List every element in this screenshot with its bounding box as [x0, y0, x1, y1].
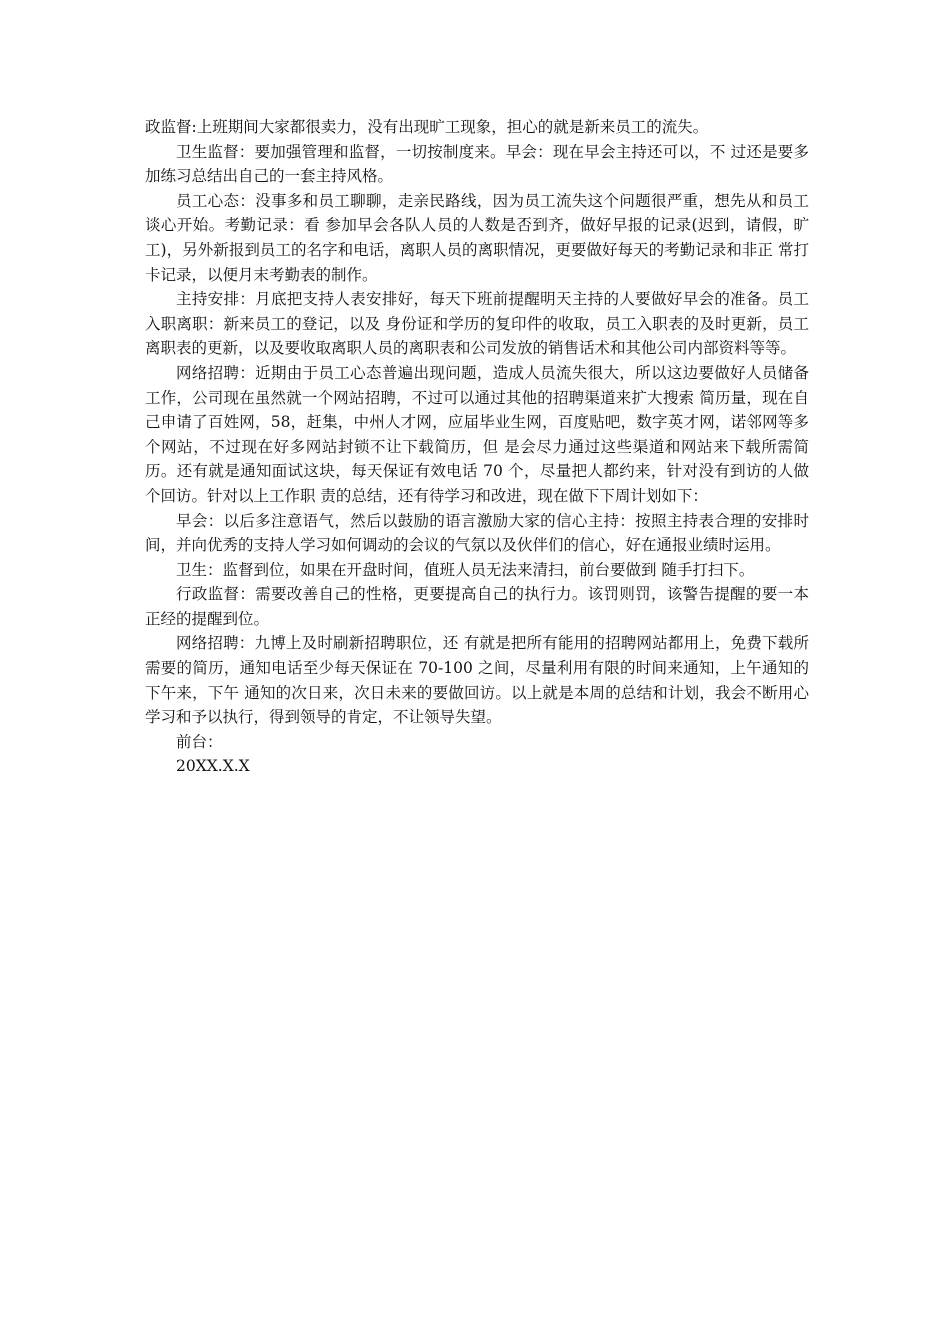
document-page: [145, 115, 809, 779]
paragraph-hygiene-supervision: 卫生监督：要加强管理和监督，一切按制度来。早会：现在早会主持还可以，不 过还是要多加练习总结出自己的一套主持风格。: [145, 142, 809, 186]
paragraph-online-recruitment: 网络招聘：近期由于员工心态普遍出现问题，造成人员流失很大，所以这边要做好人员储备工作，公司现在虽然就一个网站招聘，不过可以通过其他的招聘渠道来扩大搜索 简历量，现在自己申请了百姓网，58，赶集，中州人才网，应届毕业生网，百度贴吧，数字英才网，诺邻网等多个网站，不过现在好多网站封锁不让下载简历，但 是会尽力通过这些渠道和网站来下载所需简历。还有就是通知面试这块，每天保证有效电话 70 个，尽量把人都约来，针对没有到访的人做个回访。针对以上工作职 责的总结，还有待学习和改进，现在做下下周计划如下：: [145, 363, 809, 505]
paragraph-host-arrangement: 主持安排：月底把支持人表安排好，每天下班前提醒明天主持的人要做好早会的准备。员工入职离职：新来员工的登记，以及 身份证和学历的复印件的收取，员工入职表的及时更新，员工离职表的更新，以及要收取离职人员的离职表和公司发放的销售话术和其他公司内部资料等等。: [145, 290, 809, 358]
signature-label: 前台：: [176, 732, 223, 751]
paragraph-admin-supervision: 政监督:上班期间大家都很卖力，没有出现旷工现象，担心的就是新来员工的流失。: [145, 118, 709, 136]
paragraph-recruitment-plan: 网络招聘：九博上及时刷新招聘职位，还 有就是把所有能用的招聘网站都用上，免费下载所需要的简历，通知电话至少每天保证在 70-100 之间，尽量利用有限的时间来通知，上午通知的下午来，下午 通知的次日来，次日未来的要做回访。以上就是本周的总结和计划，我会不断用心学习和予以执行，得到领导的肯定，不让领导失望。: [145, 634, 809, 727]
paragraph-employee-mindset: 员工心态：没事多和员工聊聊，走亲民路线，因为员工流失这个问题很严重，想先从和员工谈心开始。考勤记录：看 参加早会各队人员的人数是否到齐，做好早报的记录(迟到，请假，旷工)，另外新报到员工的名字和电话，离职人员的离职情况，更要做好每天的考勤记录和非正 常打卡记录，以便月末考勤表的制作。: [145, 191, 809, 284]
signature-date: 20XX.X.X: [176, 757, 250, 776]
paragraph-hygiene-plan: 卫生：监督到位，如果在开盘时间，值班人员无法来清扫，前台要做到 随手打扫下。: [176, 560, 755, 579]
paragraph-admin-plan: 行政监督：需要改善自己的性格，更要提高自己的执行力。该罚则罚，该警告提醒的要一本正经的提醒到位。: [145, 585, 809, 628]
paragraph-morning-meeting-plan: 早会：以后多注意语气，然后以鼓励的语言激励大家的信心主持：按照主持表合理的安排时 间，并向优秀的支持人学习如何调动的会议的气氛以及伙伴们的信心，好在通报业绩时运用。: [145, 511, 809, 555]
